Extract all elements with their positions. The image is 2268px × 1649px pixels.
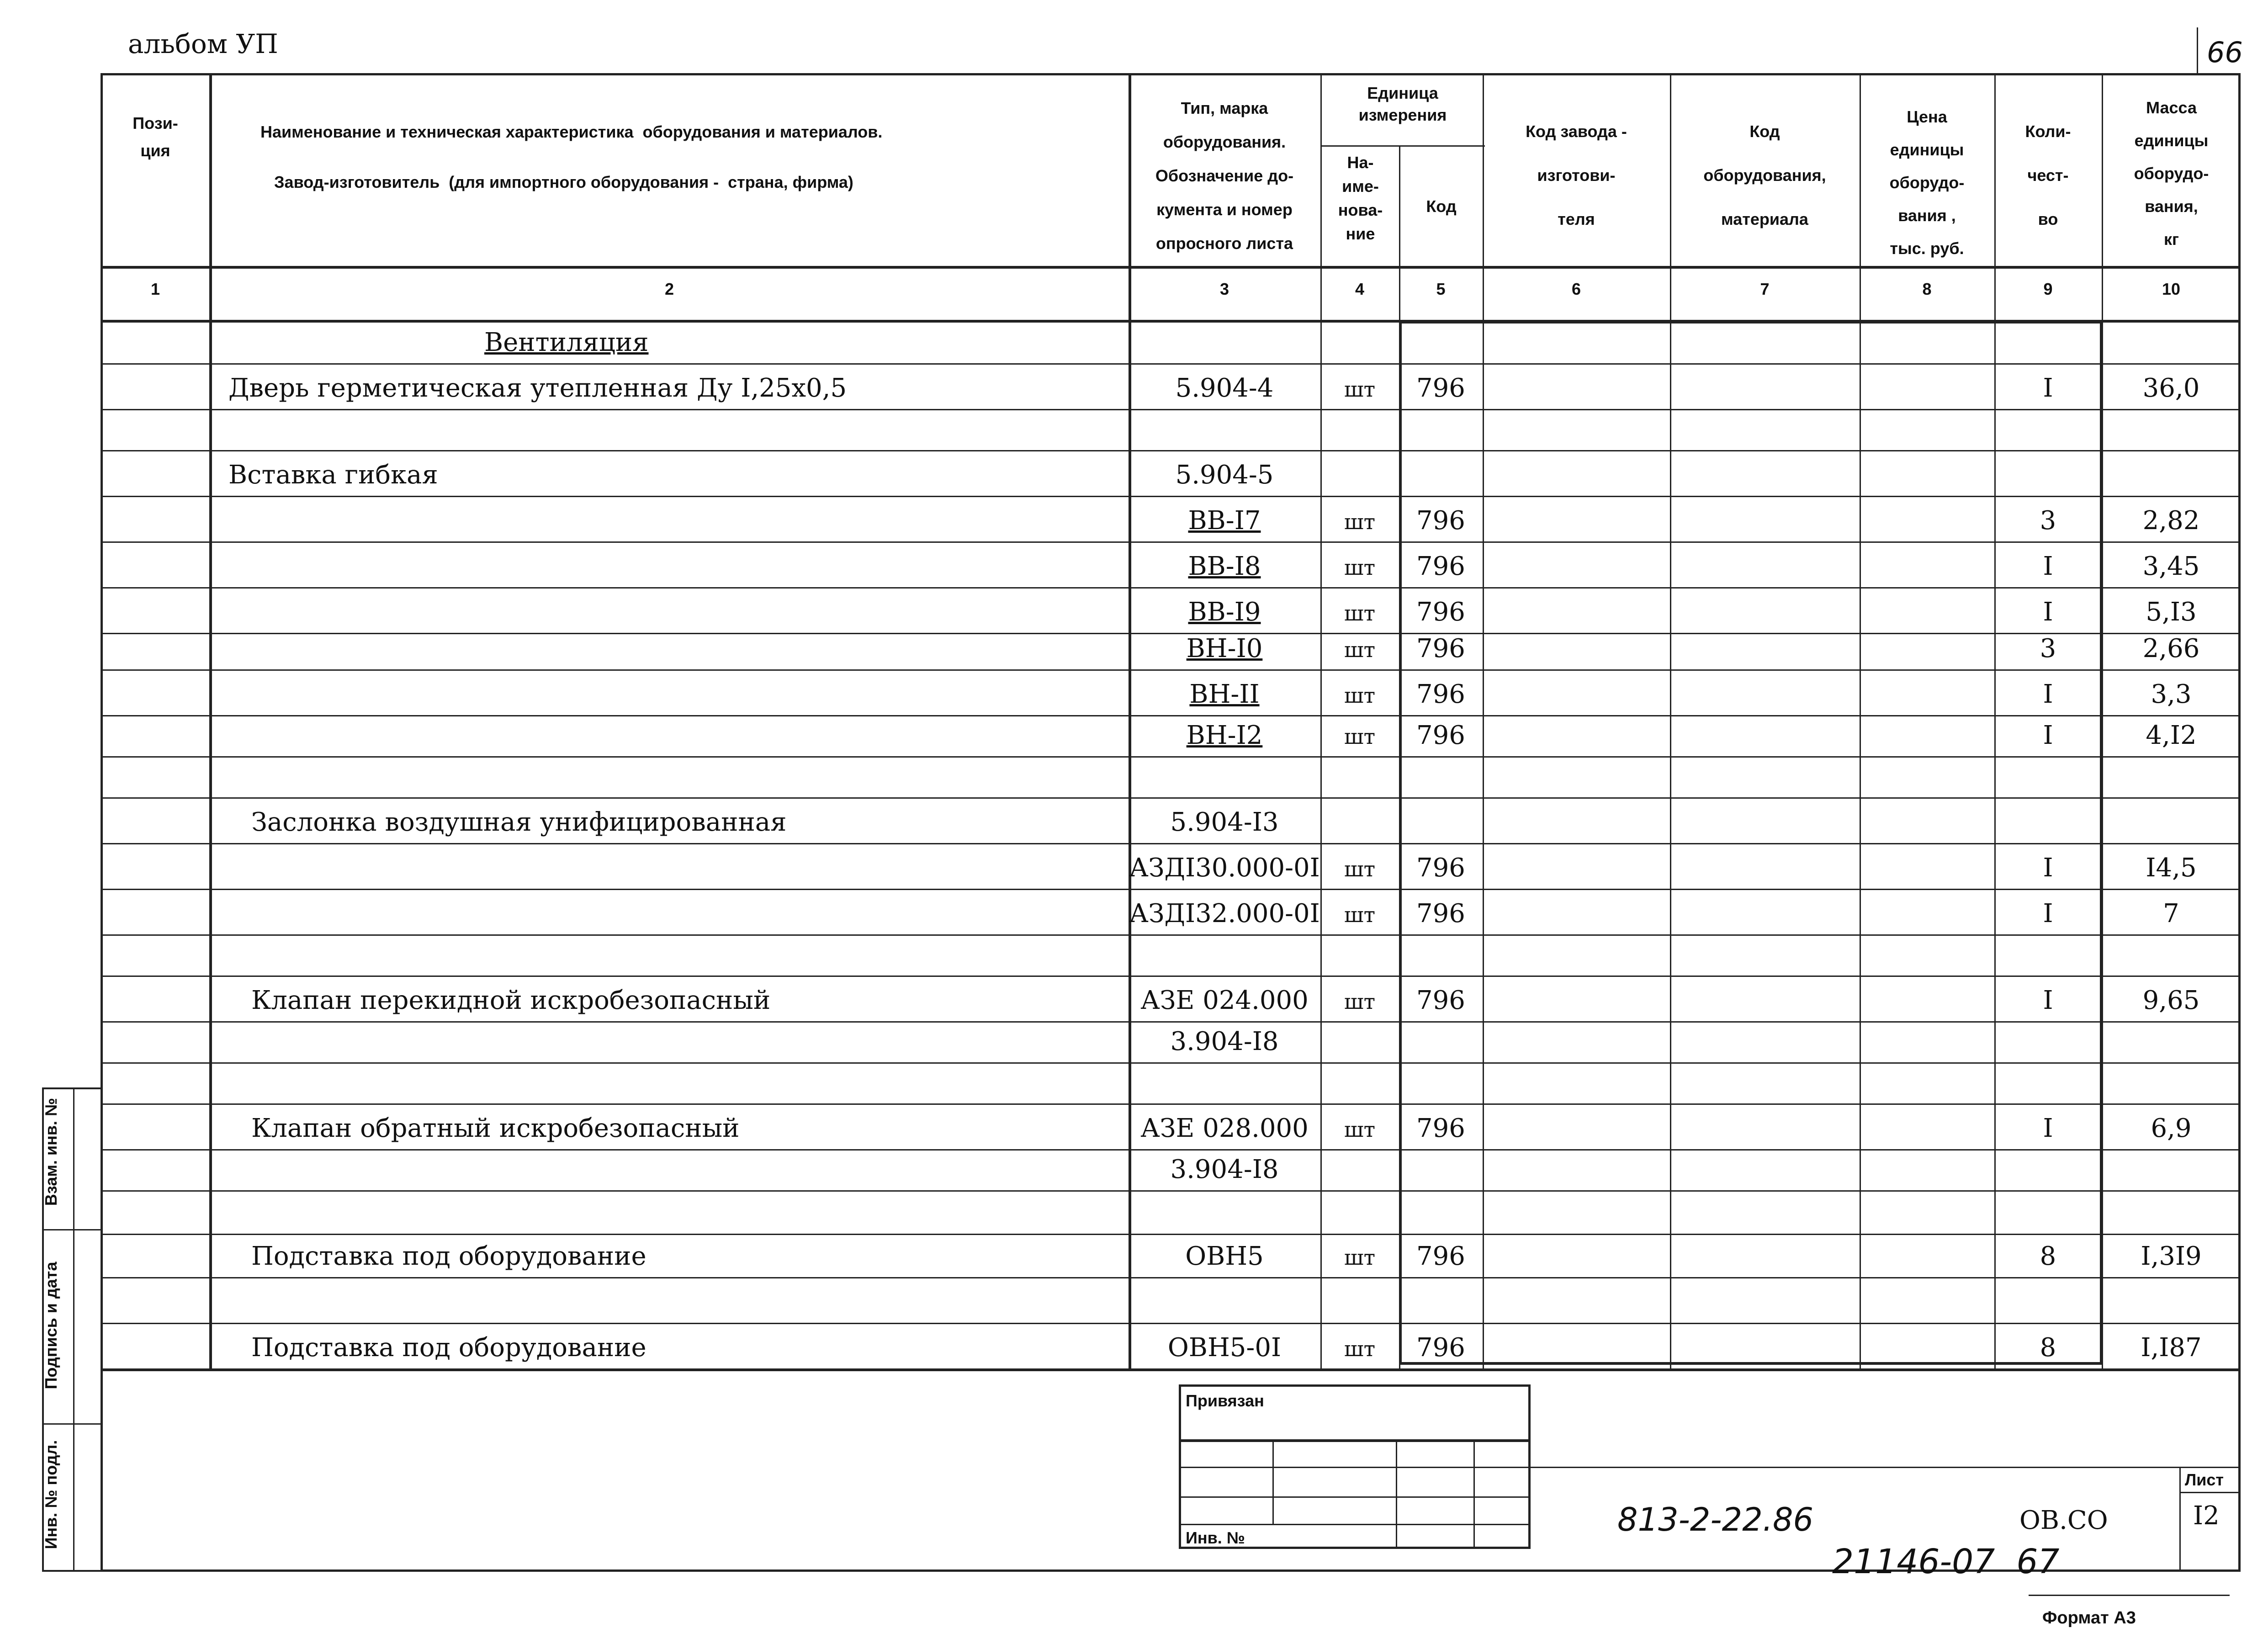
privyazan-grid-1 [1179,1467,1531,1468]
row-separator [101,1062,2241,1064]
cell-type: ВВ-I7 [1188,506,1261,536]
row-separator [101,1277,2241,1278]
colnum-9: 9 [2043,280,2053,298]
cell-code: 796 [1416,634,1465,663]
cell-qty: 3 [2040,506,2056,536]
cell-unit: шт [1344,601,1376,626]
cell-type: 5.904-5 [1175,460,1274,490]
cell-code: 796 [1416,986,1465,1015]
cell-qty: 8 [2040,1333,2056,1363]
cell-type: ВВ-I8 [1188,551,1261,581]
cell-type: ВВ-I9 [1188,597,1261,627]
cell-name: Клапан обратный искробезопасный [251,1113,740,1143]
cell-code: 796 [1416,1333,1465,1363]
privyazan-v-2 [1396,1439,1397,1549]
header-mass: Масса единицы оборудо- вания, кг [2134,98,2209,249]
privyazan-v-3 [1473,1439,1475,1549]
header-position: Пози- ция [132,114,178,160]
doc-code: 813-2-22.86 [1617,1501,1814,1538]
row-separator [101,363,2241,365]
side-stamp-sep-2 [42,1423,103,1425]
cell-code: 796 [1416,551,1465,581]
cell-unit: шт [1344,509,1376,534]
cell-name: Подставка под оборудование [251,1241,646,1271]
cell-code: 796 [1416,899,1465,928]
cell-unit: шт [1344,724,1376,749]
row-separator [101,976,2241,977]
privyazan-v-1 [1272,1439,1274,1524]
cell-qty: I [2043,1113,2053,1143]
row-separator [101,1103,2241,1105]
cell-qty: I [2043,721,2053,750]
cell-name: Вентиляция [484,328,649,357]
cell-unit: шт [1344,1336,1376,1361]
row-separator [101,843,2241,844]
cell-unit: шт [1344,555,1376,580]
header-unit-code: Код [1426,197,1457,216]
colnum-8: 8 [1922,280,1932,298]
row-separator [101,1234,2241,1235]
row-separator [101,1190,2241,1192]
cell-unit: шт [1344,1117,1376,1142]
cell-type: ОВН5 [1185,1241,1264,1271]
cell-type: 5.904-I3 [1170,807,1279,837]
row-separator [101,934,2241,936]
cell-unit: шт [1344,902,1376,927]
cell-type: АЗДI30.000-0I [1129,853,1320,883]
top-right-tick [2197,27,2198,73]
cell-code: 796 [1416,679,1465,709]
cell-mass: I,3I9 [2141,1241,2202,1271]
colnum-2: 2 [664,280,674,298]
side-label-inv-podl: Инв. № подл. [42,1440,60,1549]
cell-unit: шт [1344,377,1376,402]
cell-unit: шт [1344,989,1376,1014]
cell-unit: шт [1344,683,1376,708]
cell-unit: шт [1344,857,1376,881]
cell-qty: 3 [2040,634,2056,663]
list-number: I2 [2193,1501,2220,1531]
list-box-left [2179,1467,2181,1572]
cell-type: 5.904-4 [1175,373,1274,403]
privyazan-grid-2 [1179,1496,1531,1498]
list-box-sep [2179,1492,2241,1493]
cell-type: ВН-II [1189,679,1260,709]
cell-type: ВН-I2 [1186,721,1263,750]
cell-qty: I [2043,853,2053,883]
section-code: ОВ.СО [2019,1506,2108,1535]
cell-qty: I [2043,373,2053,403]
header-name-line1: Наименование и техническая характеристика оборудования и материалов. [260,122,883,141]
cell-mass: I4,5 [2146,853,2197,883]
cell-type: ВН-I0 [1186,634,1263,663]
colnum-3: 3 [1219,280,1229,298]
colnum-1: 1 [150,280,160,298]
cell-qty: I [2043,597,2053,627]
col-sep-3 [1320,73,1322,1368]
cell-type: 3.904-I8 [1170,1155,1279,1184]
cell-mass: I,I87 [2141,1333,2202,1363]
colnum-7: 7 [1760,280,1770,298]
row-separator [101,1149,2241,1151]
cell-code: 796 [1416,506,1465,536]
cell-mass: 4,I2 [2146,721,2197,750]
cell-name: Вставка гибкая [228,460,438,490]
row-separator [101,450,2241,451]
cell-mass: 9,65 [2142,986,2200,1015]
cell-type: 3.904-I8 [1170,1027,1279,1056]
row-separator [101,889,2241,890]
header-quantity: Коли- чест- во [2025,122,2071,228]
privyazan-label: Привязан [1186,1391,1264,1410]
cell-code: 796 [1416,597,1465,627]
cell-mass: 3,45 [2142,551,2200,581]
row-separator [101,1368,2241,1370]
cell-mass: 2,82 [2142,506,2200,536]
cell-code: 796 [1416,721,1465,750]
list-label: Лист [2185,1470,2224,1489]
format-label: Формат А3 [2042,1608,2136,1628]
side-stamp-divider [73,1087,74,1572]
header-unit-group: Единица измерения [1358,84,1447,124]
cell-mass: 2,66 [2142,634,2200,663]
cell-mass: 7 [2163,899,2179,928]
header-unit-name: На- име- нова- ние [1338,153,1383,243]
colnum-10: 10 [2162,280,2181,298]
cell-type: АЗДI32.000-0I [1129,899,1320,928]
colnum-4: 4 [1355,280,1365,298]
cell-code: 796 [1416,1241,1465,1271]
cell-code: 796 [1416,853,1465,883]
colnum-5: 5 [1436,280,1446,298]
cell-qty: 8 [2040,1241,2056,1271]
cell-mass: 6,9 [2151,1113,2192,1143]
privyazan-sep [1179,1439,1531,1442]
row-separator [101,409,2241,410]
cell-name: Дверь герметическая утепленная Ду I,25х0,5 [228,373,847,403]
side-label-podpis: Подпись и дата [42,1262,60,1389]
album-label: альбом УП [128,28,278,59]
cell-qty: I [2043,551,2053,581]
header-type: Тип, марка оборудования. Обозначение до- кумента и номер опросного листа [1155,99,1294,253]
cell-qty: I [2043,986,2053,1015]
unit-subheader-line [1320,145,1485,147]
cell-type: ОВН5-0I [1167,1333,1282,1363]
row-separator [101,1021,2241,1023]
title-block-top [1531,1467,2241,1468]
colnum-6: 6 [1571,280,1581,298]
row-separator [101,541,2241,543]
page-number-top: 66 [2207,36,2243,69]
cell-mass: 3,3 [2151,679,2192,709]
cell-name: Заслонка воздушная унифицированная [251,807,787,837]
header-price: Цена единицы оборудо- вания , тыс. руб. [1889,107,1965,258]
privyazan-grid-3 [1179,1524,1531,1525]
cell-code: 796 [1416,1113,1465,1143]
header-equipment-code: Код оборудования, материала [1703,122,1826,228]
row-separator [101,797,2241,799]
cell-unit: шт [1344,1245,1376,1270]
row-separator [101,756,2241,758]
col-sep-1 [209,73,212,1368]
cell-code: 796 [1416,373,1465,403]
side-label-vzam: Взам. инв. № [42,1098,60,1206]
row-separator [101,715,2241,716]
header-factory-code: Код завода - изготови- теля [1526,122,1627,228]
header-name-line2: Завод-изготовитель (для импортного оборудования - страна, фирма) [274,173,853,191]
format-underline [2029,1595,2230,1596]
cell-name: Клапан перекидной искробезопасный [251,986,771,1015]
cell-unit: шт [1344,637,1376,662]
cell-mass: 36,0 [2142,373,2200,403]
handwritten-number: 21146-07 67 [1832,1542,2060,1581]
row-separator [101,496,2241,497]
cell-name: Подставка под оборудование [251,1333,646,1363]
cell-qty: I [2043,899,2053,928]
cell-type: АЗЕ 028.000 [1140,1113,1309,1143]
cell-type: АЗЕ 024.000 [1140,986,1309,1015]
side-stamp-sep-1 [42,1229,103,1230]
inv-no-label: Инв. № [1186,1528,1245,1547]
row-separator [101,669,2241,671]
row-separator [101,1323,2241,1324]
cell-qty: I [2043,679,2053,709]
row-separator [101,587,2241,589]
header-bottom-line [101,266,2241,269]
cell-mass: 5,I3 [2146,597,2197,627]
